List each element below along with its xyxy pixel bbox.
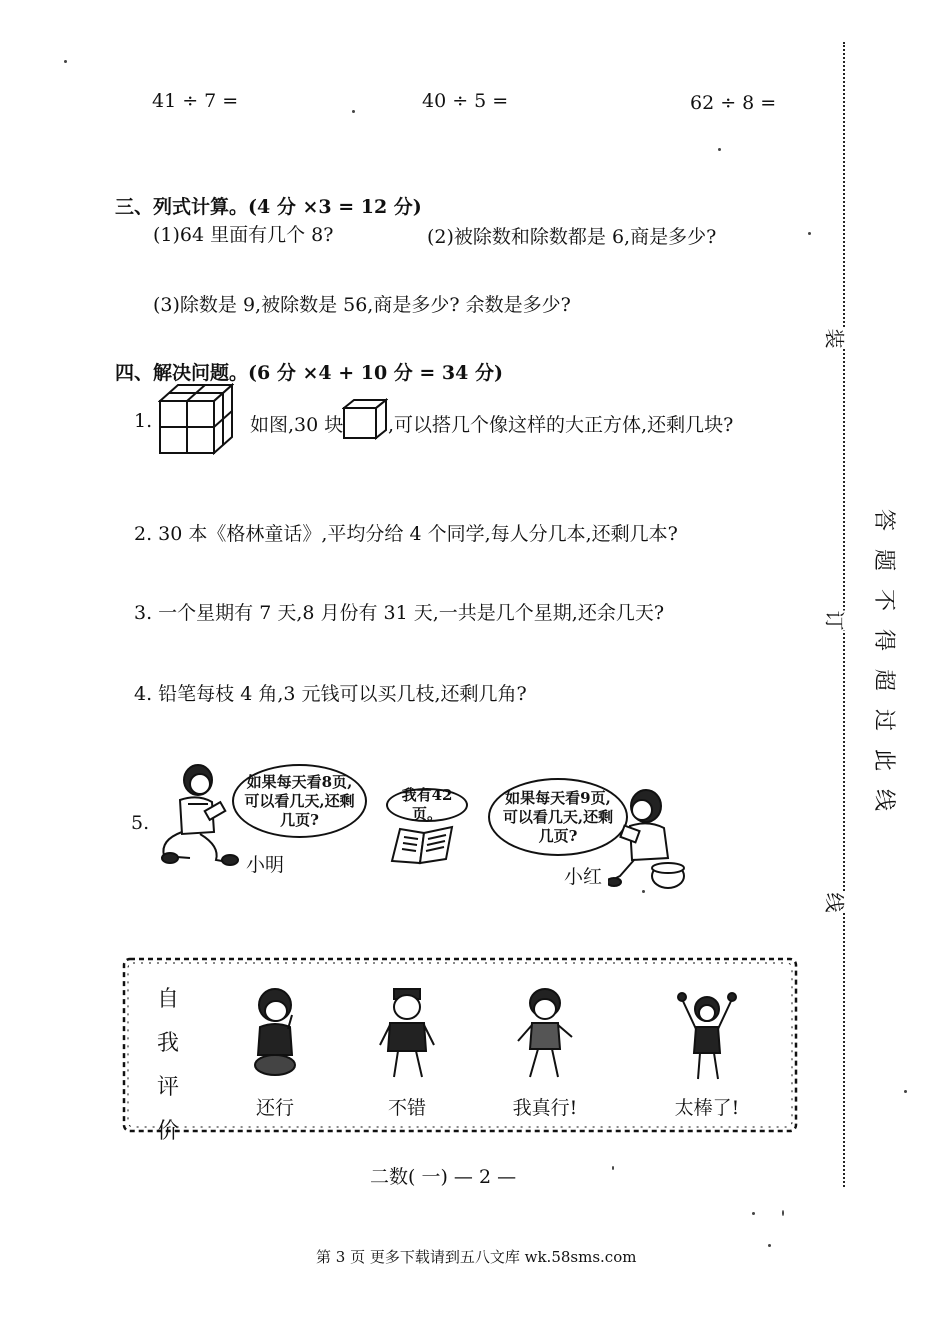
problem1-text-a: 如图,30 块 [250, 414, 344, 436]
self-eval-title-char: 评 [156, 1075, 179, 1100]
binding-notice-char: 题 [871, 548, 896, 571]
happy-child-icon [510, 985, 580, 1085]
binding-label-zhuang: 装 [820, 329, 853, 349]
page-footer: 二数( 一) — 2 — [370, 1166, 517, 1188]
download-watermark: 第 3 页 更多下载请到五八文库 wk.58sms.com [316, 1248, 637, 1266]
small-cube-icon [342, 398, 388, 440]
self-eval-title-char: 我 [156, 1031, 179, 1056]
binding-notice-char: 答 [871, 508, 896, 531]
section4-title: 四、解决问题。(6 分 ×4 + 10 分 = 34 分) [115, 362, 503, 384]
speech-bubble-book: 我有42页。 [386, 788, 468, 822]
binding-notice-char: 线 [871, 788, 896, 811]
section3-title: 三、列式计算。(4 分 ×3 = 12 分) [115, 196, 422, 218]
problem1-number: 1. [134, 410, 153, 432]
scan-speck [612, 1166, 614, 1170]
name-xiaoming: 小明 [246, 854, 285, 876]
self-eval-option [352, 985, 462, 1120]
open-book-icon [388, 825, 458, 865]
self-eval-option [652, 985, 762, 1120]
cheering-child-icon [672, 985, 742, 1085]
self-eval-label-good: 不错 [387, 1097, 426, 1119]
standing-child-icon [372, 985, 442, 1085]
equation-40-div-5: 40 ÷ 5 = [422, 90, 509, 112]
problem3-text: 3. 一个星期有 7 天,8 月份有 31 天,一共是几个星期,还余几天? [134, 602, 665, 624]
binding-notice-char: 超 [871, 668, 896, 691]
scan-speck [808, 232, 811, 235]
binding-label-xian: 线 [820, 893, 853, 913]
section3-question-3: (3)除数是 9,被除数是 56,商是多少? 余数是多少? [153, 294, 571, 316]
binding-notice-char: 过 [871, 708, 896, 731]
equation-41-div-7: 41 ÷ 7 = [152, 90, 239, 112]
self-eval-title [155, 978, 181, 1154]
boy-reading-illustration [150, 760, 240, 870]
scan-speck [904, 1090, 907, 1093]
scan-speck [782, 1210, 784, 1216]
scan-speck [64, 60, 67, 63]
self-eval-option [490, 985, 600, 1120]
self-eval-title-char: 自 [156, 987, 179, 1012]
section3-question-2: (2)被除数和除数都是 6,商是多少? [427, 226, 717, 248]
scan-speck [718, 148, 721, 151]
name-xiaohong: 小红 [564, 866, 603, 888]
self-eval-label-great: 我真行! [512, 1097, 578, 1119]
big-cube-illustration [158, 383, 234, 455]
binding-notice [870, 500, 896, 820]
problem1-text-b: ,可以搭几个像这样的大正方体,还剩几块? [388, 414, 734, 436]
scan-speck [768, 1244, 771, 1247]
scan-speck [352, 110, 355, 113]
self-eval-label-okay: 还行 [255, 1097, 294, 1119]
scan-speck [752, 1212, 755, 1215]
speech-bubble-xiaohong: 如果每天看9页,可以看几天,还剩几页? [488, 778, 628, 856]
self-eval-title-char: 价 [156, 1119, 179, 1144]
thinking-child-icon [240, 985, 310, 1085]
problem2-text: 2. 30 本《格林童话》,平均分给 4 个同学,每人分几本,还剩几本? [134, 523, 678, 545]
binding-notice-char: 得 [871, 628, 896, 651]
binding-notice-char: 不 [871, 588, 896, 611]
scan-speck [642, 890, 645, 893]
binding-label-ding: 订 [820, 611, 853, 631]
speech-bubble-xiaoming: 如果每天看8页,可以看几天,还剩几页? [232, 764, 367, 838]
equation-62-div-8: 62 ÷ 8 = [690, 92, 777, 114]
girl-reading-illustration [608, 784, 688, 894]
section3-question-1: (1)64 里面有几个 8? [153, 224, 334, 246]
problem5-number: 5. [131, 812, 150, 834]
problem4-text: 4. 铅笔每枝 4 角,3 元钱可以买几枝,还剩几角? [134, 683, 527, 705]
self-eval-label-awesome: 太棒了! [674, 1097, 740, 1119]
self-eval-option [220, 985, 330, 1120]
binding-notice-char: 此 [871, 748, 896, 771]
